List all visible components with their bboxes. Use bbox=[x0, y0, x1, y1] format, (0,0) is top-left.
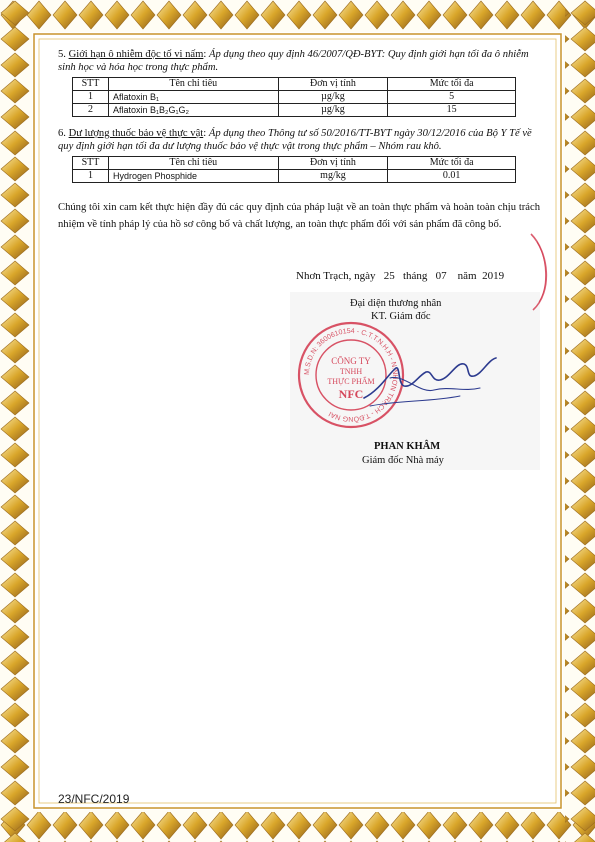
table-header-row bbox=[73, 78, 516, 91]
document-code: 23/NFC/2019 bbox=[58, 792, 130, 806]
commitment-paragraph: Chúng tôi xin cam kết thực hiện đầy đủ các quy định của pháp luật về an toàn thực phẩm và hoàn toàn chịu trách nhiệm về tính pháp lý của hồ sơ công bố và chất lượng, an toàn thực phẩm đối với sản phẩm đã công bố. bbox=[58, 202, 540, 230]
section-6-heading: 6. Dư lượng thuốc bảo vệ thực vật: Áp dụng theo Thông tư số 50/2016/TT-BYT ngày 30/12/2016 của Bộ Y Tế về quy định giới hạn tối đa dư lượng thuốc bảo vệ thực vật trong thực phẩm – Nhóm rau khô. bbox=[58, 128, 532, 152]
svg-text:TNHH: TNHH bbox=[339, 367, 363, 376]
table-row bbox=[73, 104, 516, 117]
header-name: Tên chỉ tiêu bbox=[108, 78, 278, 91]
svg-text:CÔNG TY: CÔNG TY bbox=[331, 356, 371, 366]
cell-stt: 2 bbox=[73, 104, 109, 117]
section-6-table bbox=[72, 156, 516, 183]
table-header-row bbox=[73, 157, 516, 170]
side-seal-fragment bbox=[529, 232, 555, 312]
section-5-note: Áp dụng theo quy định 46/2007/QĐ-BYT: Quy định giới hạn tối đa ô nhiễm sinh học và hóa học trong thực phẩm. bbox=[58, 49, 529, 73]
header-max: Mức tối đa bbox=[388, 157, 516, 170]
cell-name: Aflatoxin B₁ bbox=[108, 91, 278, 104]
date-place: Nhơn Trạch, ngày bbox=[296, 270, 376, 282]
on-behalf-label: KT. Giám đốc bbox=[371, 311, 431, 322]
date-day: 25 bbox=[383, 270, 395, 282]
section-6-number: 6. bbox=[58, 128, 66, 139]
cell-max: 15 bbox=[388, 104, 516, 117]
cell-name: Hydrogen Phosphide bbox=[108, 170, 278, 183]
cell-name: Aflatoxin B₁B₂G₁G₂ bbox=[108, 104, 278, 117]
cell-unit: µg/kg bbox=[278, 104, 388, 117]
document-body bbox=[58, 48, 540, 233]
svg-text:NFC: NFC bbox=[338, 387, 364, 401]
section-6-note: Áp dụng theo Thông tư số 50/2016/TT-BYT ngày 30/12/2016 của Bộ Y Tế về quy định giới hạn tối đa dư lượng thuốc bảo vệ thực vật trong thực phẩm – Nhóm rau khô. bbox=[58, 128, 532, 152]
date-year-label: năm bbox=[457, 270, 477, 282]
date-month: 07 bbox=[435, 270, 447, 282]
cell-stt: 1 bbox=[73, 170, 109, 183]
signer-title: Giám đốc Nhà máy bbox=[362, 455, 444, 466]
cell-unit: mg/kg bbox=[278, 170, 388, 183]
cell-stt: 1 bbox=[73, 91, 109, 104]
header-stt: STT bbox=[73, 78, 109, 91]
header-stt: STT bbox=[73, 157, 109, 170]
date-month-label: tháng bbox=[402, 270, 428, 282]
header-unit: Đơn vị tính bbox=[278, 157, 388, 170]
svg-text:M.S.D.N: 3600610154 - C.T.T.N.: M.S.D.N: 3600610154 - C.T.T.N.H.H - N.NHƠN TRẠCH - T.ĐỒNG NAI bbox=[303, 327, 399, 423]
section-5-number: 5. bbox=[58, 49, 66, 60]
table-row bbox=[73, 170, 516, 183]
date-line bbox=[296, 270, 504, 282]
date-year: 2019 bbox=[482, 270, 505, 282]
section-5-title: Giới hạn ô nhiễm độc tố vi nấm bbox=[68, 49, 204, 60]
cell-max: 5 bbox=[388, 91, 516, 104]
header-unit: Đơn vị tính bbox=[278, 78, 388, 91]
handwritten-signature bbox=[360, 350, 500, 410]
svg-text:THỰC PHẨM: THỰC PHẨM bbox=[327, 377, 375, 386]
header-max: Mức tối đa bbox=[388, 78, 516, 91]
representative-label: Đại diện thương nhân bbox=[350, 298, 442, 309]
table-row bbox=[73, 91, 516, 104]
cell-unit: µg/kg bbox=[278, 91, 388, 104]
section-5-table bbox=[72, 77, 516, 117]
signer-name: PHAN KHÂM bbox=[374, 441, 441, 452]
cell-max: 0.01 bbox=[388, 170, 516, 183]
header-name: Tên chỉ tiêu bbox=[108, 157, 278, 170]
section-5-heading: 5. Giới hạn ô nhiễm độc tố vi nấm: Áp dụng theo quy định 46/2007/QĐ-BYT: Quy định giới hạn tối đa ô nhiễm sinh học và hóa học trong thực phẩm. bbox=[58, 49, 529, 73]
section-6-title: Dư lượng thuốc bảo vệ thực vật bbox=[68, 128, 204, 139]
